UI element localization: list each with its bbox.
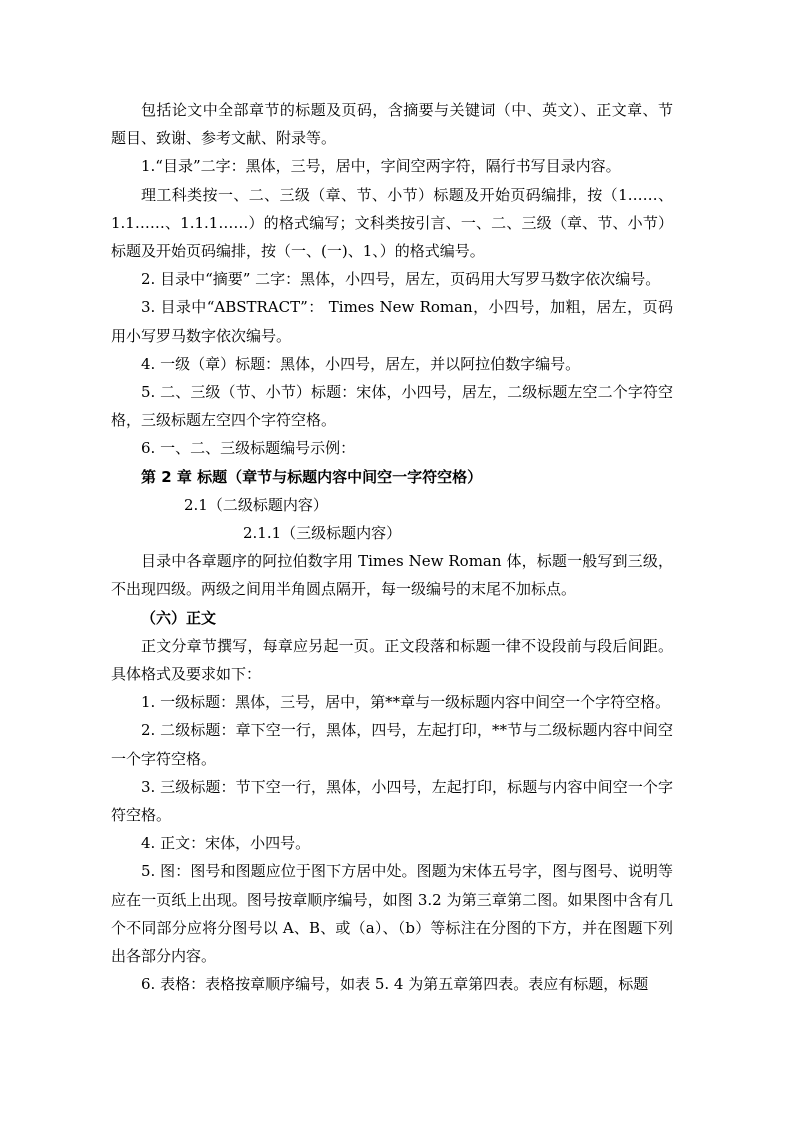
example-level2-heading: 2.1（二级标题内容）: [184, 495, 328, 514]
body-paragraph: 3. 三级标题：节下空一行，黑体，小四号，左起打印，标题与内容中间空一个字符空格。: [111, 777, 673, 825]
body-paragraph: 5. 二、三级（节、小节）标题：宋体，小四号，居左，二级标题左空二个字符空格，三级标题左空四个字符空格。: [111, 383, 673, 430]
body-paragraph: 2. 目录中“摘要” 二字：黑体，小四号，居左，页码用大写罗马数字依次编号。: [141, 270, 661, 289]
body-paragraph: 5. 图：图号和图题应位于图下方居中处。图题为宋体五号字，图与图号、说明等应在一页纸上出现。图号按章顺序编号，如图 3.2 为第三章第二图。如果图中含有几个不同部分应将分图号以 A、B、或（a）、（b）等标注在分图的下方，并在图题下列出各部分内容。: [111, 862, 673, 966]
body-paragraph: 理工科类按一、二、三级（章、节、小节）标题及开始页码编排，按（1……、1.1……、1.1.1……）的格式编写；文科类按引言、一、二、三级（章、节、小节）标题及开始页码编排，按（一、(一)、1、）的格式编号。: [111, 185, 673, 261]
body-paragraph: 4. 一级（章）标题：黑体，小四号，居左，并以阿拉伯数字编号。: [141, 354, 581, 373]
body-paragraph: 包括论文中全部章节的标题及页码，含摘要与关键词（中、英文）、正文章、节题目、致谢、参考文献、附录等。: [111, 101, 673, 148]
body-paragraph: 1.“目录”二字：黑体，三号，居中，字间空两字符，隔行书写目录内容。: [141, 157, 621, 176]
section-heading: （六）正文: [141, 608, 217, 627]
body-paragraph: 6. 表格：表格按章顺序编号，如表 5. 4 为第五章第四表。表应有标题，标题: [141, 975, 649, 994]
body-paragraph: 3. 目录中“ABSTRACT”： Times New Roman，小四号，加粗，居左，页码用小写罗马数字依次编号。: [111, 298, 673, 345]
body-paragraph: 1. 一级标题：黑体，三号，居中，第**章与一级标题内容中间空一个字符空格。: [141, 693, 671, 712]
example-level3-heading: 2.1.1（三级标题内容）: [243, 524, 402, 543]
body-paragraph: 正文分章节撰写，每章应另起一页。正文段落和标题一律不设段前与段后间距。具体格式及要求如下：: [111, 636, 673, 684]
body-paragraph: 6. 一、二、三级标题编号示例：: [141, 439, 356, 458]
body-paragraph: 目录中各章题序的阿拉伯数字用 Times New Roman 体，标题一般写到三级，不出现四级。两级之间用半角圆点隔开，每一级编号的末尾不加标点。: [111, 552, 673, 599]
example-chapter-heading: 第 2 章 标题（章节与标题内容中间空一字符空格）: [141, 467, 483, 486]
body-paragraph: 2. 二级标题：章下空一行，黑体，四号，左起打印，**节与二级标题内容中间空一个字符空格。: [111, 721, 673, 768]
body-paragraph: 4. 正文：宋体，小四号。: [141, 834, 311, 853]
